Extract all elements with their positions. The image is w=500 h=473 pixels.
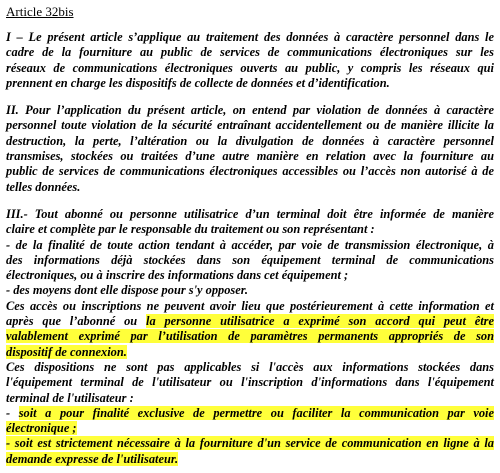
highlighted-segment: - soit est strictement nécessaire à la fourniture d'un service de communication en ligne à la (6, 436, 494, 451)
text-line: réseaux de communications électroniques ouverts au public, y compris les réseaux qui (6, 60, 494, 75)
text-line: claire et complète par le responsable du traitement ou son représentant : (6, 222, 375, 237)
text-line-partial-highlight (6, 406, 494, 421)
text-line: prennent en charge les dispositifs de collecte de données et d’identification. (6, 75, 390, 90)
text-line: l'équipement terminal de l'utilisateur ou l'inscription d'informations dans l'équipement (6, 375, 494, 390)
text-line: III.- Tout abonné ou personne utilisatrice d’un terminal doit être informée de manière (6, 206, 494, 221)
text-line: public de services de communications électroniques accessibles ou l’accès non autorisé à de (6, 164, 494, 179)
text-line: II. Pour l’application du présent article, on entend par violation de données à caractère (6, 103, 494, 118)
text-line: terminal de l'utilisateur : (6, 390, 134, 405)
plain-segment: après que l’abonné ou (6, 314, 146, 329)
text-line-highlight (6, 421, 494, 436)
text-line: I – Le présent article s’applique au traitement des données à caractère personnel dans le (6, 30, 494, 44)
paragraph-1 (6, 30, 494, 91)
highlighted-segment: dispositif de connexion. (6, 344, 127, 359)
text-line: des informations déjà stockées dans son équipement terminal de communications (6, 252, 494, 267)
highlighted-segment: soit a pour finalité exclusive de permettre ou faciliter la communication par voie (18, 405, 494, 420)
text-line: destruction, la perte, l’altération ou la divulgation de données à caractère personnel (6, 133, 494, 148)
highlighted-segment: électronique ; (6, 421, 77, 436)
text-line: électroniques, ou à inscrire des informations dans cet équipement ; (6, 268, 349, 283)
text-line: telles données. (6, 179, 81, 194)
plain-segment: - (6, 405, 19, 420)
text-line: transmises, stockées ou traitées d’une autre manière en relation avec la fourniture au (6, 149, 494, 164)
text-line-highlight (6, 345, 494, 360)
highlighted-segment: demande expresse de l'utilisateur. (6, 451, 179, 466)
text-line: Ces dispositions ne sont pas applicables si l'accès aux informations stockées dans (6, 359, 494, 374)
text-line-highlight (6, 329, 494, 344)
paragraph-2 (6, 103, 494, 195)
text-line-highlight (6, 436, 494, 451)
text-line: cadre de la fourniture au public de services de communications électroniques sur les (6, 45, 494, 60)
paragraph-3 (6, 207, 494, 467)
text-line-highlight (6, 452, 494, 467)
text-line: - des moyens dont elle dispose pour s'y opposer. (6, 283, 248, 298)
text-line: personnel toute violation de la sécurité entraînant accidentellement ou de manière illicite la (6, 118, 494, 133)
highlighted-segment: la personne utilisatrice a exprimé son accord qui peut être (146, 314, 494, 329)
highlighted-segment: valablement exprimé par l’utilisation de paramètres permanents appropriés de son (6, 329, 494, 344)
text-line-partial-highlight (6, 314, 494, 329)
article-title: Article 32bis (6, 4, 74, 19)
text-line: - de la finalité de toute action tendant à accéder, par voie de transmission électronique, à (6, 237, 494, 252)
text-line: Ces accès ou inscriptions ne peuvent avoir lieu que postérieurement à cette information et (6, 298, 494, 313)
